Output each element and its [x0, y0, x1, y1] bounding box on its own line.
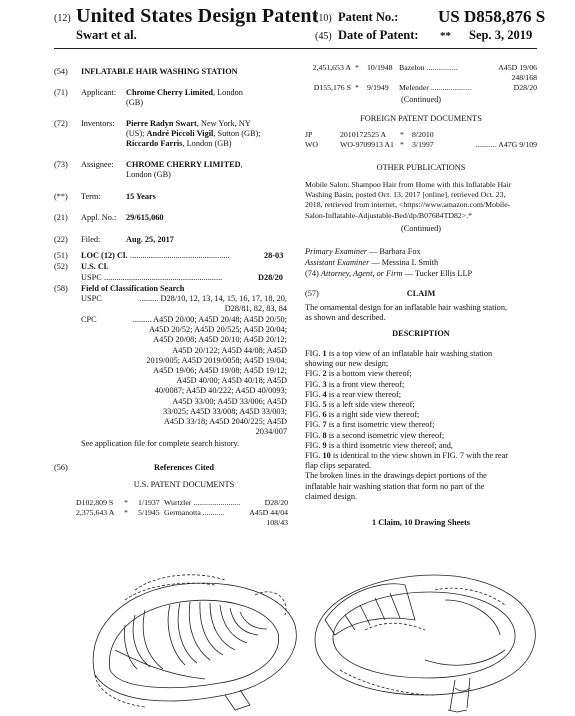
- cpc-line: A45D 20/08; A45D 20/10; A45D 20/12;: [153, 335, 287, 345]
- inventor-2-loc: , Sutton (GB);: [213, 129, 261, 138]
- code-21: (21): [54, 213, 68, 222]
- assistant-examiner: [305, 258, 438, 268]
- drawing-inflatable-station-isometric: [305, 560, 545, 715]
- inventor-2-pre: (US);: [126, 129, 147, 138]
- ref-dots: ........................: [193, 498, 241, 507]
- claims-summary: 1 Claim, 10 Drawing Sheets: [372, 518, 470, 527]
- description-line: FIG. 4 is a rear view thereof;: [305, 389, 402, 399]
- primary-examiner-label: Primary Examiner: [305, 247, 367, 256]
- description-line: FIG. 9 is a third isometric view thereof; and,: [305, 440, 453, 450]
- foreign-country: JP: [305, 130, 313, 139]
- inventor-2: [126, 129, 261, 139]
- other-publication-line: Mobile Salon: Shampoo Hair from Home with this Inflatable Hair: [305, 180, 512, 189]
- claim-title: CLAIM: [406, 289, 436, 298]
- filed-label: Filed:: [81, 235, 101, 244]
- date-stars: **: [440, 30, 451, 42]
- code-56: (56): [54, 463, 68, 472]
- assignee-loc2: London (GB): [126, 170, 171, 179]
- description-line: FIG. 10 is identical to the view shown in FIG. 7 with the rear: [305, 451, 509, 461]
- foreign-star: *: [400, 140, 404, 149]
- uscl-label: U.S. Cl.: [81, 262, 109, 271]
- cpc-line: A45D 20/122; A45D 44/08; A45D: [172, 345, 287, 355]
- foreign-row: [305, 140, 537, 150]
- uspc-value: D28/20: [258, 273, 283, 282]
- doc-code-10: (10): [315, 13, 332, 24]
- ref-date: 9/1949: [367, 83, 389, 92]
- cpc-line: A45D 20/52; A45D 20/525; A45D 20/04;: [148, 325, 287, 335]
- ref-class: D28/20: [513, 83, 537, 92]
- foreign-star: *: [400, 130, 404, 139]
- ref-name: Melender: [399, 83, 429, 92]
- references-title: References Cited: [154, 463, 214, 472]
- ref-class: A45D 19/06: [498, 63, 537, 72]
- foreign-class: ........... A47G 9/109: [475, 140, 537, 149]
- patent-number: US D858,876 S: [438, 7, 546, 26]
- description-line: inflatable hair washing station that form no part of the: [305, 481, 485, 491]
- primary-examiner-name: — Barbara Fox: [366, 247, 421, 256]
- term-value: 15 Years: [126, 192, 156, 201]
- claim-line: The ornamental design for an inflatable hair washing station,: [305, 303, 508, 312]
- cpc-line: A45D 33/18; A45D 2040/225; A45D: [163, 417, 287, 427]
- ref-date: 1/1937: [138, 498, 160, 507]
- ref-continuation: 108/43: [266, 518, 288, 527]
- other-publication-line: Salon-Inflatable-Adjustable-Bed/dp/B07684TD82>.*: [305, 210, 473, 220]
- description-line: The broken lines in the drawings depict portions of the: [305, 471, 487, 481]
- applicant-loc1: , London: [212, 88, 243, 97]
- filed-date: Aug. 25, 2017: [126, 235, 174, 244]
- uspc-label: USPC: [81, 273, 102, 282]
- ref-date: 10/1948: [367, 63, 393, 72]
- attorney-name: — Tucker Ellis LLP: [402, 269, 473, 278]
- description-line: claimed design.: [305, 491, 358, 501]
- code-52: (52): [54, 262, 68, 271]
- foreign-country: WO: [305, 140, 318, 149]
- ref-number: 2,375,643 A: [76, 508, 115, 517]
- ref-date: 5/1945: [138, 508, 160, 517]
- ref-dots: ...........: [202, 508, 225, 517]
- ref-star: *: [124, 508, 128, 517]
- cpc-line: A45D 33/00; A45D 33/006; A45D: [172, 396, 287, 406]
- other-publication-line: 2018, retrieved from internet, <https://www.amazon.com/Mobile-: [305, 200, 511, 210]
- doc-code-12: (12): [54, 13, 71, 24]
- description-line: FIG. 3 is a front view thereof;: [305, 379, 405, 389]
- inventor-3: [126, 139, 232, 149]
- see-application-note: See application file for complete search history.: [81, 439, 240, 448]
- ref-row: [305, 83, 537, 93]
- ref-number: D155,176 S: [313, 83, 351, 92]
- code-73: (73): [54, 160, 68, 169]
- foc-uspc-line2: D28/81, 82, 83, 84: [224, 304, 287, 313]
- description-line: FIG. 5 is a left side view thereof;: [305, 400, 415, 410]
- foc-label: Field of Classification Search: [81, 284, 185, 293]
- code-58: (58): [54, 284, 68, 293]
- code-51: (51): [54, 251, 68, 260]
- other-publications-title: OTHER PUBLICATIONS: [376, 163, 466, 172]
- drawing-inflatable-station-top: [75, 555, 305, 715]
- foc-uspc-label: USPC: [81, 294, 102, 303]
- cpc-line: A45D 19/06; A45D 19/08; A45D 19/12;: [153, 366, 287, 376]
- loc-value: 28-03: [264, 251, 284, 260]
- assignee-name: CHROME CHERRY LIMITED: [126, 160, 241, 169]
- inventors-label: Inventors:: [81, 119, 115, 128]
- description-line: flap clips separated.: [305, 461, 372, 471]
- other-publication: [305, 180, 537, 221]
- ref-name: Germanotta: [164, 508, 201, 517]
- ref-star: *: [355, 83, 359, 92]
- continued-2: (Continued): [400, 224, 442, 233]
- applicant: [126, 88, 243, 98]
- cpc-classes: [100, 315, 287, 437]
- description-line: FIG. 6 is a right side view thereof;: [305, 410, 420, 420]
- foreign-date: 3/1997: [412, 140, 434, 149]
- ref-class: A45D 44/04: [249, 508, 288, 517]
- document-title: United States Design Patent: [76, 5, 319, 27]
- cpc-line: 40/0087; A45D 40/222; A45D 40/0093;: [154, 386, 287, 396]
- patent-no-label: Patent No.:: [338, 10, 399, 24]
- foreign-date: 8/2010: [412, 130, 434, 139]
- attorney-label: Attorney, Agent, or Firm: [320, 269, 403, 278]
- assignee-label: Assignee:: [81, 160, 114, 169]
- code-71: (71): [54, 88, 68, 97]
- date-label: Date of Patent:: [338, 28, 419, 42]
- cpc-line: A45D 40/00; A45D 40/18; A45D: [176, 376, 287, 386]
- foc-uspc-line1: ......... D28/10, 12, 13, 14, 15, 16, 17, 18, 20,: [139, 294, 287, 303]
- ref-star: *: [355, 63, 359, 72]
- ref-dots: ................: [426, 63, 458, 72]
- assignee-loc1: ,: [240, 160, 243, 169]
- loc-label: LOC (12) Cl.: [81, 251, 128, 260]
- loc-dots: ................................................: [130, 251, 230, 260]
- header-rule: [54, 48, 537, 49]
- inventor-2-name: André Piccoli Vigil: [146, 129, 214, 138]
- patent-date: Sep. 3, 2019: [469, 28, 533, 42]
- applicant-name: Chrome Cherry Limited: [126, 88, 213, 97]
- description-line: FIG. 1 is a top view of an inflatable hair washing station: [305, 349, 493, 358]
- foreign-row: [305, 130, 537, 140]
- continued-1: (Continued): [400, 95, 442, 104]
- inventor-1: [126, 119, 251, 129]
- description-line: FIG. 2 is a bottom view thereof;: [305, 369, 412, 379]
- description-text: [305, 349, 537, 502]
- attorney: [305, 269, 472, 279]
- description-title: DESCRIPTION: [392, 329, 450, 338]
- code-term: (**): [54, 192, 68, 201]
- cpc-line: 33/025; A45D 33/008; A45D 33/003;: [163, 406, 287, 416]
- claim-text: [305, 303, 537, 323]
- assistant-examiner-name: — Messina I. Smith: [369, 258, 439, 267]
- us-docs-title: U.S. PATENT DOCUMENTS: [133, 480, 235, 489]
- ref-number: 2,451,653 A: [312, 63, 351, 72]
- term-label: Term:: [81, 192, 101, 201]
- description-line: FIG. 8 is a second isometric view thereof;: [305, 430, 445, 440]
- cpc-label: CPC: [81, 315, 97, 324]
- ref-number: D102,809 S: [76, 498, 114, 507]
- foreign-docs-title: FOREIGN PATENT DOCUMENTS: [360, 114, 482, 123]
- ref-dots: .....................: [430, 83, 472, 92]
- uspc-dots: .........................................................: [104, 273, 223, 282]
- ref-row: [76, 508, 288, 518]
- code-72: (72): [54, 119, 68, 128]
- ref-row: [76, 498, 288, 508]
- ref-star: *: [124, 498, 128, 507]
- primary-examiner: [305, 247, 421, 257]
- assistant-examiner-label: Assistant Examiner: [305, 258, 370, 267]
- foreign-number: 2010172525 A: [340, 130, 387, 139]
- patent-title: INFLATABLE HAIR WASHING STATION: [81, 67, 238, 76]
- ref-name: Wurtzler: [164, 498, 192, 507]
- cpc-line: ......... A45D 20/00; A45D 20/48; A45D 20/50;: [132, 315, 287, 324]
- foreign-number: WO-9709913 A1: [340, 140, 394, 149]
- cpc-line: 2019/005; A45D 2019/0058; A45D 19/04;: [146, 355, 287, 365]
- inventor-3-name: Riccardo Farris: [126, 139, 183, 148]
- attorney-code: (74): [305, 269, 321, 278]
- appl-number: 29/615,060: [126, 213, 164, 222]
- applicant-loc2: (GB): [126, 98, 144, 107]
- cpc-line: 2034/007: [255, 427, 287, 437]
- code-57: (57): [305, 289, 319, 298]
- doc-code-45: (45): [315, 31, 332, 42]
- claim-line: as shown and described.: [305, 313, 386, 323]
- inventor-3-loc: , London (GB): [182, 139, 232, 148]
- appl-label: Appl. No.:: [81, 213, 117, 222]
- inventors-short: Swart et al.: [76, 28, 137, 42]
- code-54: (54): [54, 67, 68, 76]
- ref-continuation: 248/168: [511, 73, 537, 82]
- code-22: (22): [54, 235, 68, 244]
- description-line: showing our new design;: [305, 359, 389, 369]
- assignee: [126, 160, 243, 170]
- ref-row: [305, 63, 537, 73]
- other-publication-line: Washing Basin, posted Oct. 13, 2017 [online], retrieved Oct. 23,: [305, 190, 506, 200]
- inventor-1-name: Pierre Radyn Swart: [126, 119, 197, 128]
- inventor-1-loc: , New York, NY: [196, 119, 251, 128]
- applicant-label: Applicant:: [81, 88, 117, 97]
- ref-class: D28/20: [264, 498, 288, 507]
- ref-name: Bazelon: [399, 63, 425, 72]
- description-line: FIG. 7 is a first isometric view thereof;: [305, 420, 435, 430]
